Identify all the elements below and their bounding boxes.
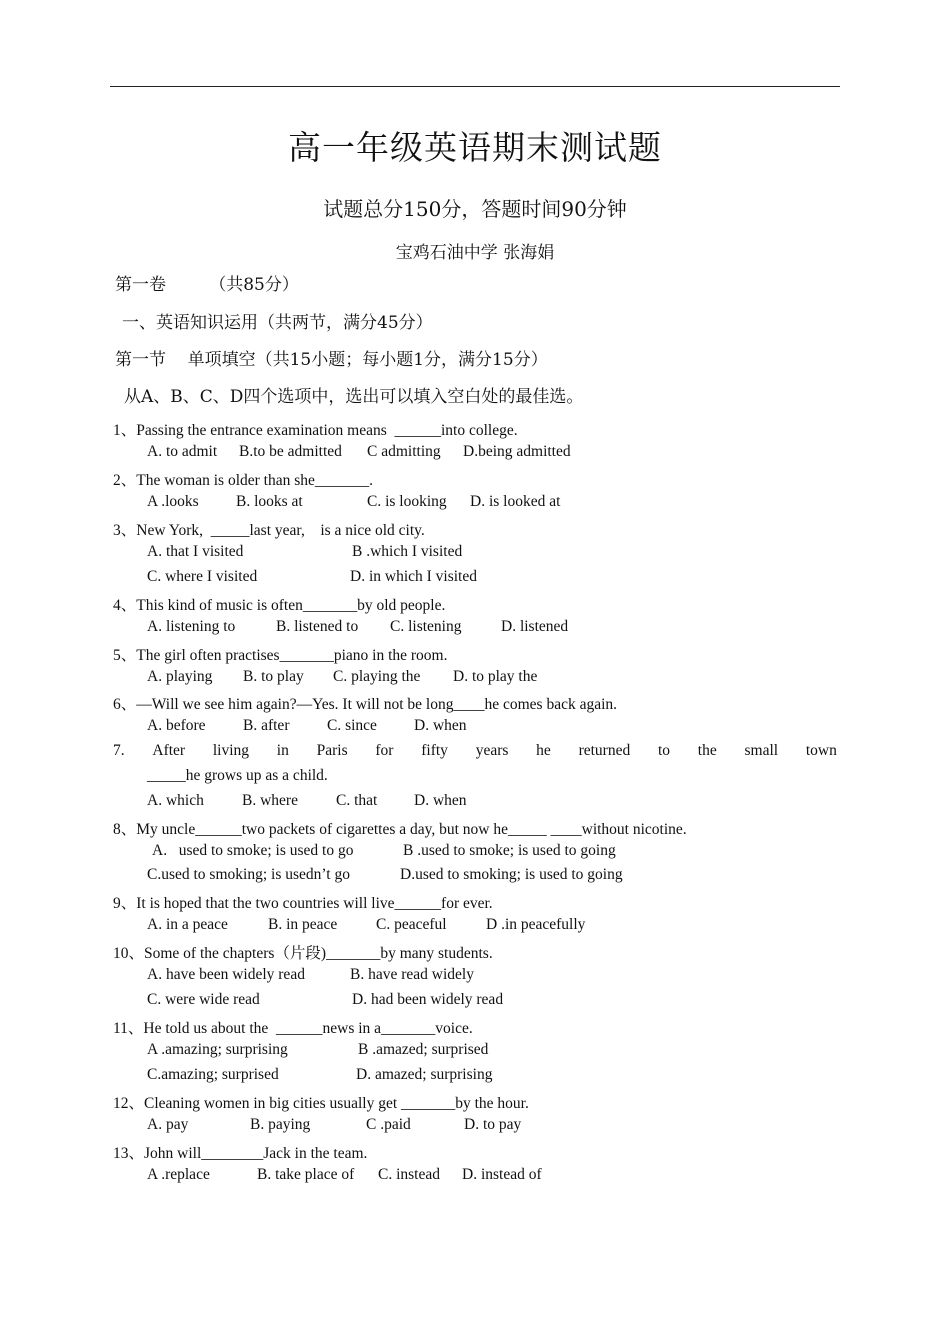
q10-option-c: C. were wide read xyxy=(147,991,260,1008)
q5-option-c: C. playing the xyxy=(333,668,421,685)
question-8: 8、My uncle______two packets of cigarettes a day, but now he_____ ____without nicotine. xyxy=(113,821,687,838)
q7-option-a: A. which xyxy=(147,792,204,809)
q8-option-a: A. used to smoke; is used to go xyxy=(152,842,354,859)
q7-word: 7. xyxy=(113,742,125,759)
q5-option-d: D. to play the xyxy=(453,668,538,685)
q7-word: returned xyxy=(578,742,631,759)
question-10: 10、Some of the chapters（片段)_______by many students. xyxy=(113,945,493,962)
q13-option-a: A .replace xyxy=(147,1166,210,1183)
q10-option-b: B. have read widely xyxy=(350,966,474,983)
question-5: 5、The girl often practises_______piano in the room. xyxy=(113,647,448,664)
page-subtitle: 试题总分150分，答题时间90分钟 xyxy=(323,197,627,221)
q9-option-a: A. in a peace xyxy=(147,916,228,933)
question-9: 9、It is hoped that the two countries will live______for ever. xyxy=(113,895,493,912)
q12-option-c: C .paid xyxy=(366,1116,411,1133)
q10-option-a: A. have been widely read xyxy=(147,966,305,983)
q9-option-d: D .in peacefully xyxy=(486,916,586,933)
paper-section-heading: 第一卷 （共85分） xyxy=(115,275,299,295)
q4-option-b: B. listened to xyxy=(276,618,359,635)
q2-option-d: D. is looked at xyxy=(470,493,561,510)
part-one-heading: 一、英语知识运用（共两节，满分45分） xyxy=(122,313,433,333)
q4-option-d: D. listened xyxy=(501,618,569,635)
q8-option-b: B .used to smoke; is used to going xyxy=(403,842,616,859)
q8-option-d: D.used to smoking; is used to going xyxy=(400,866,623,883)
q13-option-c: C. instead xyxy=(378,1166,440,1183)
q1-option-d: D.being admitted xyxy=(463,443,571,460)
page-title: 高一年级英语期末测试题 xyxy=(288,128,662,167)
q5-option-a: A. playing xyxy=(147,668,213,685)
q7-word: Paris xyxy=(316,742,348,759)
q6-option-b: B. after xyxy=(243,717,290,734)
q7-option-b: B. where xyxy=(242,792,298,809)
q11-option-c: C.amazing; surprised xyxy=(147,1066,279,1083)
q13-option-d: D. instead of xyxy=(462,1166,542,1183)
question-1: 1、Passing the entrance examination means ______into college. xyxy=(113,422,518,439)
q3-option-b: B .which I visited xyxy=(352,543,463,560)
q7-word: in xyxy=(276,742,289,759)
q2-option-a: A .looks xyxy=(147,493,199,510)
q4-option-a: A. listening to xyxy=(147,618,236,635)
q11-option-a: A .amazing; surprising xyxy=(147,1041,288,1058)
question-11: 11、He told us about the ______news in a_______voice. xyxy=(113,1020,473,1037)
q6-option-c: C. since xyxy=(327,717,377,734)
question-6: 6、—Will we see him again?—Yes. It will not be long____he comes back again. xyxy=(113,696,618,713)
q7-word: living xyxy=(212,742,250,759)
q7-word: town xyxy=(805,742,837,759)
q7-word: the xyxy=(697,742,717,759)
question-3: 3、New York, _____last year, is a nice old city. xyxy=(113,522,425,539)
instruction-text: 从A、B、C、D四个选项中，选出可以填入空白处的最佳选。 xyxy=(124,387,584,407)
q12-option-a: A. pay xyxy=(147,1116,189,1133)
question-13: 13、John will________Jack in the team. xyxy=(113,1145,368,1162)
q4-option-c: C. listening xyxy=(390,618,462,635)
q2-option-b: B. looks at xyxy=(236,493,303,510)
question-7 xyxy=(113,742,837,760)
question-7-continuation: _____he grows up as a child. xyxy=(147,767,328,784)
q3-option-c: C. where I visited xyxy=(147,568,258,585)
q10-option-d: D. had been widely read xyxy=(352,991,504,1008)
q1-option-c: C admitting xyxy=(367,443,441,460)
q6-option-d: D. when xyxy=(414,717,467,734)
q9-option-c: C. peaceful xyxy=(376,916,447,933)
question-12: 12、Cleaning women in big cities usually get _______by the hour. xyxy=(113,1095,529,1112)
question-2: 2、The woman is older than she_______. xyxy=(113,472,374,489)
q2-option-c: C. is looking xyxy=(367,493,447,510)
q12-option-b: B. paying xyxy=(250,1116,311,1133)
q7-word: he xyxy=(536,742,551,759)
q8-option-c: C.used to smoking; is usedn’t go xyxy=(147,866,350,883)
q7-word: to xyxy=(657,742,671,759)
q11-option-b: B .amazed; surprised xyxy=(358,1041,489,1058)
q7-word: fifty xyxy=(421,742,448,759)
q7-word: for xyxy=(375,742,394,759)
q7-option-d: D. when xyxy=(414,792,467,809)
q7-word: small xyxy=(744,742,779,759)
q9-option-b: B. in peace xyxy=(268,916,338,933)
q1-option-b: B.to be admitted xyxy=(239,443,342,460)
q3-option-a: A. that I visited xyxy=(147,543,244,560)
q5-option-b: B. to play xyxy=(243,668,304,685)
author-line: 宝鸡石油中学 张海娟 xyxy=(395,243,555,263)
section-one-heading: 第一节 单项填空（共15小题；每小题1分，满分15分） xyxy=(115,350,548,370)
q11-option-d: D. amazed; surprising xyxy=(356,1066,493,1083)
q7-word: After xyxy=(152,742,186,759)
question-4: 4、This kind of music is often_______by old people. xyxy=(113,597,446,614)
q12-option-d: D. to pay xyxy=(464,1116,522,1133)
q7-option-c: C. that xyxy=(336,792,378,809)
q7-word: years xyxy=(475,742,509,759)
top-rule xyxy=(110,86,840,87)
q3-option-d: D. in which I visited xyxy=(350,568,477,585)
q13-option-b: B. take place of xyxy=(257,1166,355,1183)
q1-option-a: A. to admit xyxy=(147,443,218,460)
q6-option-a: A. before xyxy=(147,717,206,734)
